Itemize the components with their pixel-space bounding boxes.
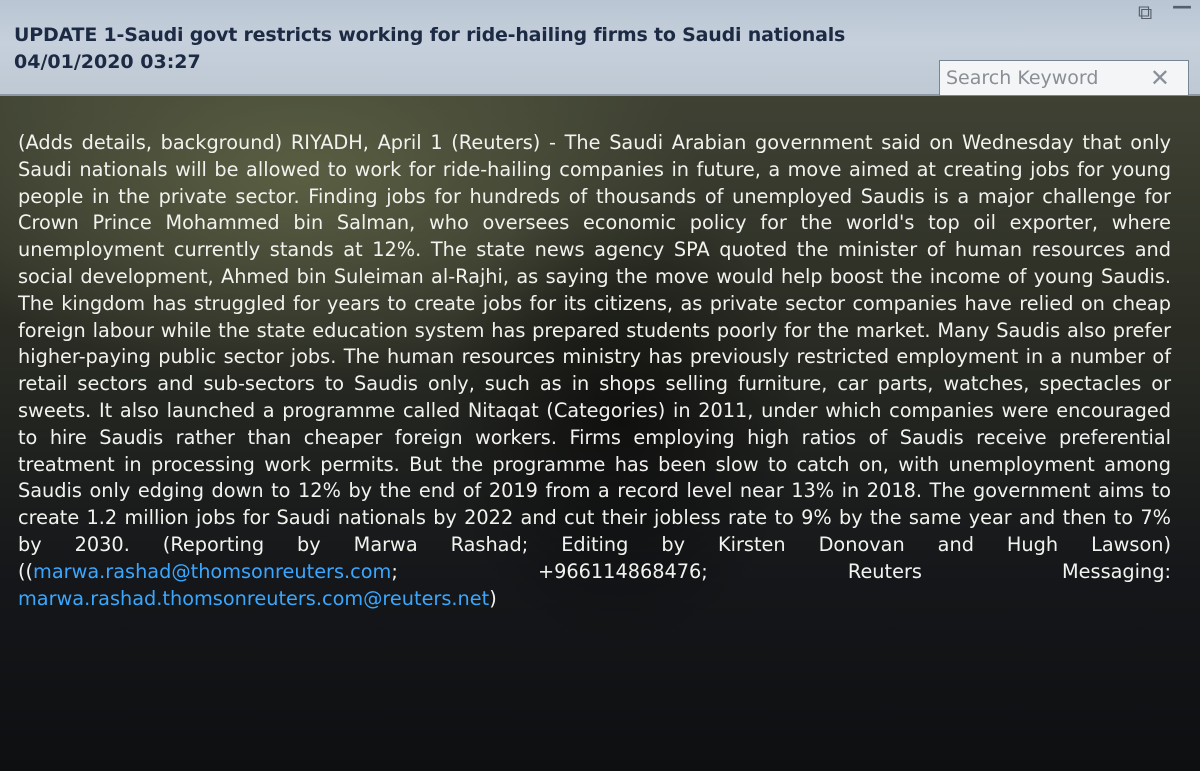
restore-window-icon[interactable]: ⧉	[1138, 0, 1153, 24]
contact-phone-text: ; +966114868476; Reuters Messaging:	[391, 559, 1171, 583]
article-content-pane[interactable]	[0, 96, 1200, 771]
minimize-window-icon[interactable]: —	[1172, 0, 1192, 18]
search-input[interactable]	[946, 64, 1146, 92]
article-headline: UPDATE 1-Saudi govt restricts working for ride-hailing firms to Saudi nationals	[14, 24, 846, 46]
search-box	[939, 60, 1189, 96]
clear-search-icon[interactable]: ✕	[1149, 64, 1170, 92]
email-link[interactable]: marwa.rashad@thomsonreuters.com	[33, 559, 392, 583]
messaging-link[interactable]: marwa.rashad.thomsonreuters.com@reuters.net	[18, 586, 490, 610]
article-body-text: (Adds details, background) RIYADH, April 1 (Reuters) - The Saudi Arabian government said on Wednesday that only Saudi nationals will be allowed to work for ride-hailing companies in future, a move aimed at creating jobs for young people in the private sector. Finding jobs for hundreds of thousands of unemployed Saudis is a major challenge for Crown Prince Mohammed bin Salman, who oversees economic policy for the world's top oil exporter, where unemployment currently stands at 12%. The state news agency SPA quoted the minister of human resources and social development, Ahmed bin Suleiman al-Rajhi, as saying the move would help boost the income of young Saudis. The kingdom has struggled for years to create jobs for its citizens, as private sector companies have relied on cheap foreign labour while the state education system has prepared students poorly for the market. Many Saudis also prefer higher-paying public sector jobs. The human resources ministry has previously restricted employment in a number of retail sectors and sub-sectors to Saudis only, such as in shops selling furniture, car parts, watches, spectacles or sweets. It also launched a programme called Nitaqat (Categories) in 2011, under which companies were encouraged to hire Saudis rather than cheaper foreign workers. Firms employing high ratios of Saudis receive preferential treatment in processing work permits. But the programme has been slow to catch on, with unemployment among Saudis only edging down to 12% by the end of 2019 from a record level near 13% in 2018. The government aims to create 1.2 million jobs for Saudi nationals by 2022 and cut their jobless rate to 9% by the same year and then to 7% by 2030. (Reporting by Marwa Rashad; Editing by Kirsten Donovan and Hugh Lawson)	[18, 131, 1171, 556]
article-body	[18, 130, 1171, 612]
contact-open: ((	[18, 559, 34, 583]
article-header	[0, 0, 1200, 96]
article-timestamp: 04/01/2020 03:27	[14, 51, 201, 73]
contact-close: )	[489, 586, 497, 610]
